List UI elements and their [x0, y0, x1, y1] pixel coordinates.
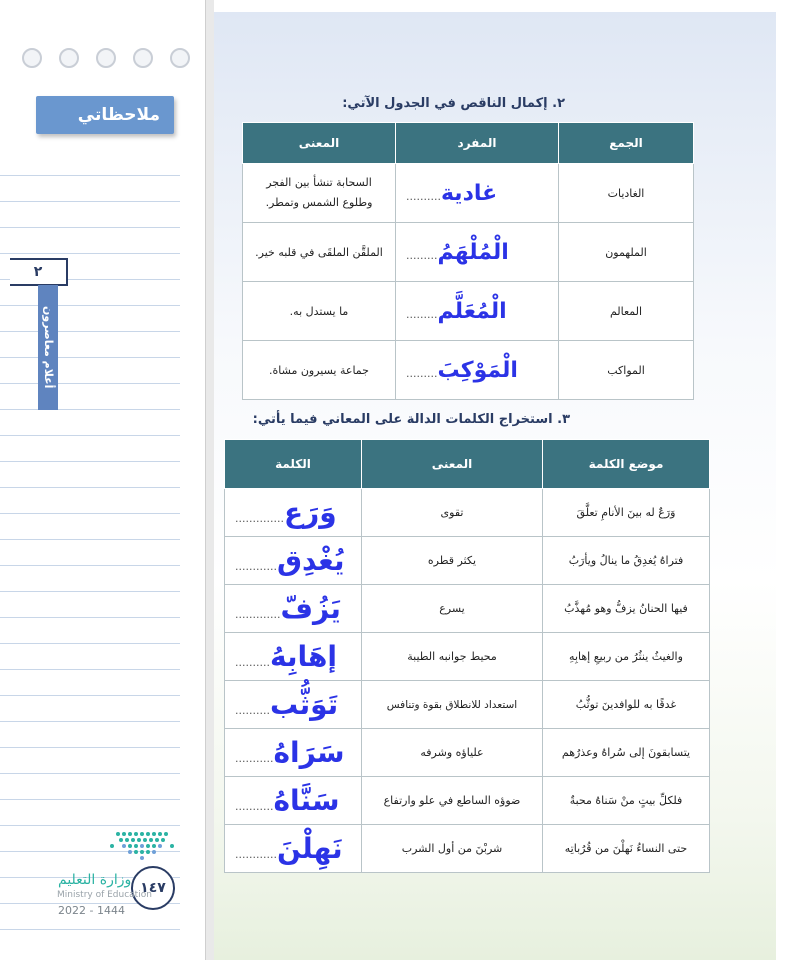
page-number: ١٤٧: [131, 866, 175, 910]
context-cell: فتراهُ يُغدِقُ ما ينالُ ويأرَبُ: [543, 537, 710, 585]
answer-dots: ...........: [235, 800, 274, 813]
answer-dots: ..........: [235, 704, 270, 717]
answer-dots: ..........: [235, 656, 270, 669]
handwritten-answer: يَزُفّ: [280, 592, 341, 625]
answer-dots: ..............: [235, 512, 284, 525]
answer-dots: .............: [235, 608, 281, 621]
answer-dots: .........: [406, 366, 438, 380]
handwritten-answer: تَوَثُّب: [269, 688, 339, 721]
word-answer-cell: [225, 777, 362, 825]
singular-answer-cell: [396, 282, 559, 341]
answer-dots: ..........: [406, 189, 441, 203]
column-header: المعنى: [243, 123, 396, 164]
binder-hole: [96, 48, 116, 68]
handwritten-answer: سَرَاهُ: [273, 736, 345, 769]
answer-dots: .........: [406, 248, 438, 262]
binder-hole: [59, 48, 79, 68]
handwritten-answer: الْمَوْكِبَ: [437, 357, 518, 383]
edition-year: 2022 - 1444: [58, 904, 125, 917]
table-row: [243, 223, 694, 282]
word-answer-cell: [225, 537, 362, 585]
context-cell: يتسابقونَ إلى سُراهُ وعذرُهم: [543, 729, 710, 777]
ministry-name-arabic: وزارة التعليم: [58, 872, 132, 888]
context-cell: وَرَعٌ له بينَ الأنامِ تعلَّقَ: [543, 489, 710, 537]
unit-number: ٢: [10, 258, 68, 286]
word-answer-cell: [225, 825, 362, 873]
meaning-cell: ما يستدل به.: [243, 282, 396, 341]
handwritten-answer: نَهِلْنَ: [276, 832, 343, 865]
singular-answer-cell: [396, 164, 559, 223]
word-extraction-table: [224, 439, 710, 873]
binder-hole: [22, 48, 42, 68]
page-fold: [205, 0, 214, 960]
column-header: المعنى: [362, 440, 543, 489]
word-answer-cell: [225, 489, 362, 537]
table-row: [243, 341, 694, 400]
column-header: الكلمة: [225, 440, 362, 489]
handwritten-answer: يُغْدِق: [276, 544, 345, 577]
table-row: [225, 777, 710, 825]
plural-cell: الملهمون: [559, 223, 694, 282]
table-row: [225, 585, 710, 633]
handwritten-answer: سَنَّاهُ: [273, 784, 340, 817]
table-row: [225, 729, 710, 777]
plural-cell: الغاديات: [559, 164, 694, 223]
meaning-cell: السحابة تنشأ بين الفجر وطلوع الشمس وتمطر.: [243, 164, 396, 223]
right-margin: [776, 0, 800, 960]
table-header-row: [243, 123, 694, 164]
handwritten-answer: غادية: [440, 180, 498, 206]
word-answer-cell: [225, 585, 362, 633]
word-answer-cell: [225, 633, 362, 681]
meaning-cell: الملقَّن الملقَى في قلبه خير.: [243, 223, 396, 282]
handwritten-answer: إهَابِهُ: [269, 640, 337, 673]
table-row: [225, 825, 710, 873]
notes-tab: ملاحظاتي: [36, 96, 174, 134]
meaning-cell: ضوؤه الساطع في علو وارتفاع: [362, 777, 543, 825]
context-cell: غدقًا به للوافدينَ توثُّبُ: [543, 681, 710, 729]
answer-dots: .........: [406, 307, 438, 321]
table-header-row: [225, 440, 710, 489]
meaning-cell: تقوى: [362, 489, 543, 537]
meaning-cell: يكثر قطره: [362, 537, 543, 585]
singular-plural-table: [242, 122, 694, 400]
notes-strip: [0, 0, 213, 960]
meaning-cell: استعداد للانطلاق بقوة وتنافس: [362, 681, 543, 729]
column-header: موضع الكلمة: [543, 440, 710, 489]
plural-cell: المعالم: [559, 282, 694, 341]
table-row: [243, 164, 694, 223]
context-cell: والغيثُ ينثُرُ من ربيعِ إهابِهِ: [543, 633, 710, 681]
column-header: المفرد: [396, 123, 559, 164]
meaning-cell: شربْنَ من أول الشرب: [362, 825, 543, 873]
handwritten-answer: الْمُعَلَّم: [437, 298, 507, 324]
handwritten-answer: الْمُلْهَمُ: [437, 239, 509, 265]
ministry-emblem-icon: [108, 828, 178, 864]
ministry-name-english: Ministry of Education: [57, 890, 152, 900]
word-answer-cell: [225, 729, 362, 777]
table-row: [225, 681, 710, 729]
column-header: الجمع: [559, 123, 694, 164]
meaning-cell: علياؤه وشرفه: [362, 729, 543, 777]
section3-title: ٣. استخراج الكلمات الدالة على المعاني فيما يأتي:: [252, 412, 570, 427]
binder-hole: [133, 48, 153, 68]
unit-title: أعلام معاصرون: [38, 285, 58, 410]
meaning-cell: يسرع: [362, 585, 543, 633]
word-answer-cell: [225, 681, 362, 729]
section2-title: ٢. إكمال الناقص في الجدول الآتي:: [342, 96, 565, 111]
singular-answer-cell: [396, 341, 559, 400]
answer-dots: ............: [235, 560, 277, 573]
meaning-cell: جماعة يسيرون مشاة.: [243, 341, 396, 400]
answer-dots: ............: [235, 848, 277, 861]
handwritten-answer: وَرَع: [283, 496, 337, 529]
meaning-cell: محيط جوانبه الطيبة: [362, 633, 543, 681]
table-row: [243, 282, 694, 341]
context-cell: فيها الحنانُ يزفُّ وهو مُهذَّبُ: [543, 585, 710, 633]
table-row: [225, 633, 710, 681]
singular-answer-cell: [396, 223, 559, 282]
plural-cell: المواكب: [559, 341, 694, 400]
binder-hole: [170, 48, 190, 68]
table-row: [225, 537, 710, 585]
table-row: [225, 489, 710, 537]
answer-dots: ...........: [235, 752, 274, 765]
context-cell: فلكلِّ بيتٍ منْ سَناهُ محبةٌ: [543, 777, 710, 825]
context-cell: حتى النساءُ نَهلْنَ من قُرُباتِه: [543, 825, 710, 873]
